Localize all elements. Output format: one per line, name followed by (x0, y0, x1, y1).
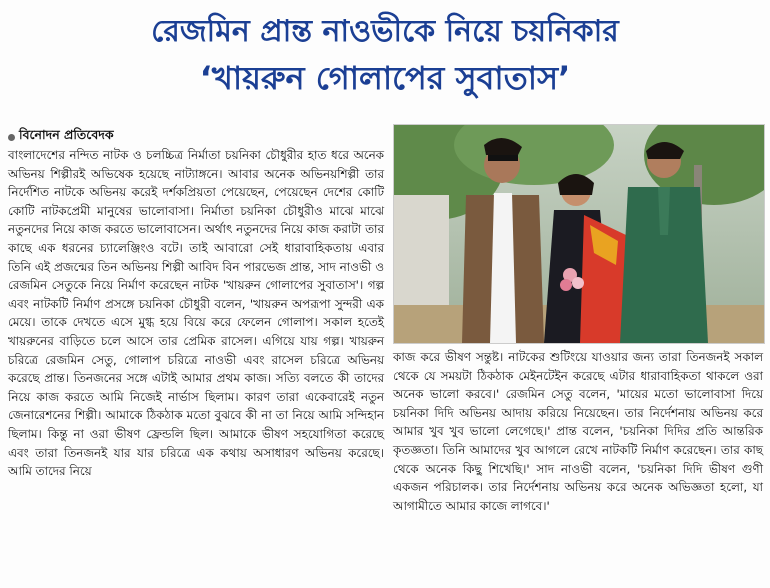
headline (0, 10, 770, 102)
photo-illustration (394, 125, 764, 343)
article-body-right (393, 348, 763, 515)
byline-text: বিনোদন প্রতিবেদক (19, 127, 114, 142)
headline-line-2: ‘খায়রুন গোলাপের সুবাতাস’ (199, 59, 571, 97)
headline-line-1: রেজমিন প্রান্ত নাওভীকে নিয়ে চয়নিকার (151, 14, 619, 49)
bullet-icon (8, 134, 15, 141)
article-paragraph-left: বাংলাদেশের নন্দিত নাটক ও চলচ্চিত্র নির্মাতা চয়নিকা চৌধুরীর হাত ধরে অনেক অভিনয় শিল্পীরই অভিষেক হয়েছে নাট্যাঙ্গনে। আবার অনেক অভিনয়শিল্পী তার নির্দেশিত নাটকে অভিনয় করেই দর্শকপ্রিয়তা পেয়েছেন, পেয়েছেন দেশের কোটি কোটি নাটকপ্রেমী মানুষের ভালোবাসা। নির্মাতা চয়নিকা চৌধুরীও মাঝে মাঝে নতুনদের নিয়ে কাজ করতে ভালোবাসেন। অর্থাৎ নতুনদের নিয়ে কাজ করাটা তার কাছে এক ধরনের চ্যালেঞ্জিংও বটে। তাই আবারো সেই ধারাবাহিকতায় এবার তিনি এই প্রজন্মের তিন অভিনয় শিল্পী আবিদ বিন পারভেজ প্রান্ত, সাদ নাওভী ও রেজমিন সেতুকে নিয়ে নির্মাণ করেছেন নাটক 'খায়রুন গোলাপের সুবাতাস'। গল্প এবং নাটকটি নির্মাণ প্রসঙ্গে চয়নিকা চৌধুরী বলেন, 'খায়রুন অপরূপা সুন্দরী এক মেয়ে। তাকে দেখতে এসে মুগ্ধ হয়ে বিয়ে করে ফেলেন গোলাপ। সকাল হতেই খায়রুনের বাড়িতে চলে আসে তার প্রেমিক রাসেল। এগিয়ে যায় গল্প। খায়রুন চরিত্রে রেজমিন সেতু, গোলাপ চরিত্রে নাওভী এবং রাসেল চরিত্রে অভিনয় করেছে প্রান্ত। তিনজনের সঙ্গে এটাই আমার প্রথম কাজ। সত্যি বলতে কী তাদের নিয়ে কাজ করতে আমি নিজেই নার্ভাস ছিলাম। কারণ তারা একেবারেই নতুন জেনারেশনের শিল্পী। আমাকে ঠিকঠাক মতো বুঝবে কী না তা নিয়ে আমি সন্দিহান ছিলাম। কিন্তু না ওরা ভীষণ ফ্রেন্ডলি ছিল। আমাকে ভীষণ সহযোগিতা করেছে এবং তারা তিনজনই যার যার চরিত্রে এক কথায় অসাধারণ অভিনয় করেছে। আমি তাদের নিয়ে (8, 148, 384, 479)
article-photo (393, 124, 765, 344)
article-paragraph-right: কাজ করে ভীষণ সন্তুষ্ট। নাটকের শুটিংয়ে যাওয়ার জন্য তারা তিনজনই সকাল থেকে যে সময়টা ঠিকঠাক মেইনটেইন করেছে এটার ধারাবাহিকতা থাকলে ওরা অনেক ভালো করবে।' রেজমিন সেতু বলেন, 'মায়ের মতো ভালোবাসা দিয়ে চয়নিকা দিদি অভিনয় আদায় করিয়ে নিয়েছেন। তার নির্দেশনায় অভিনয় করে আমার খুব খুব ভালো লেগেছে।' প্রান্ত বলেন, 'চয়নিকা দিদির প্রতি আন্তরিক কৃতজ্ঞতা। তিনি আমাদের খুব আগলে রেখে নাটকটি নির্মাণ করেছেন। তার কাছ থেকে অনেক কিছু শিখেছি।' সাদ নাওভী বলেন, 'চয়নিকা দিদি ভীষণ গুণী একজন পরিচালক। তার নির্দেশনায় অভিনয় করে অনেক অভিজ্ঞতা হলো, যা আগামীতে আমার কাজে লাগবে।' (393, 350, 763, 513)
byline (8, 127, 114, 147)
article-body-left (8, 146, 384, 481)
